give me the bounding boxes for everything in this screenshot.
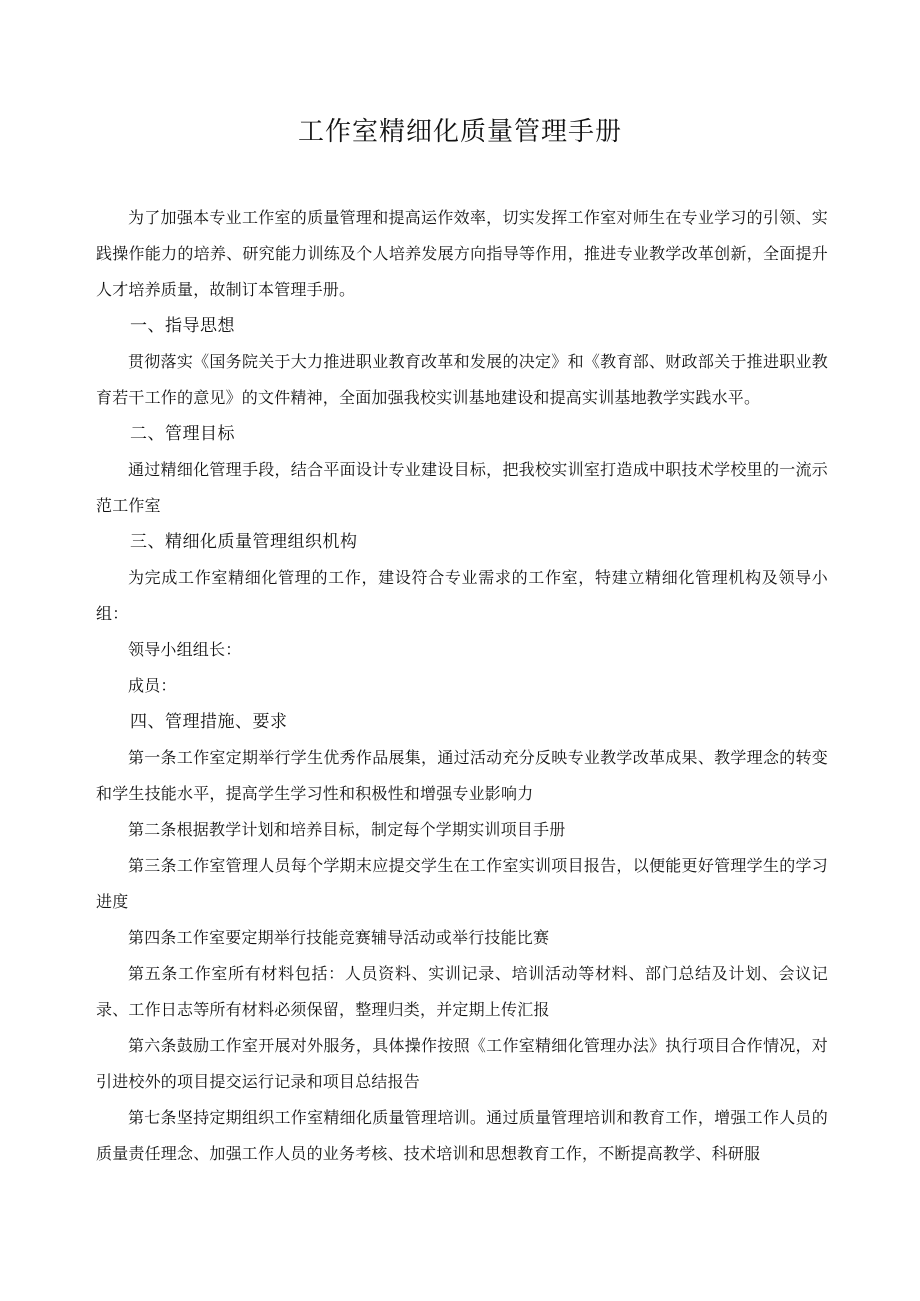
section-heading-measures: 四、管理措施、要求 (130, 712, 288, 732)
section-paragraph: 通过精细化管理手段，结合平面设计专业建设目标，把我校实训室打造成中职技术学校里的一流示范工作室 (96, 460, 828, 515)
section-heading-guiding-ideology: 一、指导思想 (130, 316, 235, 336)
section-heading-organization: 三、精细化质量管理组织机构 (130, 532, 358, 552)
section-paragraph: 为完成工作室精细化管理的工作，建设符合专业需求的工作室，特建立精细化管理机构及领导小组： (96, 568, 828, 623)
article-3: 第三条工作室管理人员每个学期末应提交学生在工作室实训项目报告，以便能更好管理学生的学习进度 (96, 856, 828, 911)
section-paragraph: 贯彻落实《国务院关于大力推进职业教育改革和发展的决定》和《教育部、财政部关于推进职业教育若干工作的意见》的文件精神，全面加强我校实训基地建设和提高实训基地教学实践水平。 (96, 352, 828, 407)
leader-line: 领导小组组长： (128, 640, 242, 659)
article-7: 第七条坚持定期组织工作室精细化质量管理培训。通过质量管理培训和教育工作，增强工作人员的质量责任理念、加强工作人员的业务考核、技术培训和思想教育工作，不断提高教学、科研服 (96, 1108, 828, 1163)
document-body (96, 200, 828, 1172)
article-2: 第二条根据教学计划和培养目标，制定每个学期实训项目手册 (128, 820, 566, 839)
article-6: 第六条鼓励工作室开展对外服务，具体操作按照《工作室精细化管理办法》执行项目合作情况，对引进校外的项目提交运行记录和项目总结报告 (96, 1036, 828, 1091)
members-line: 成员： (128, 676, 177, 695)
section-heading-management-goals: 二、管理目标 (130, 424, 235, 444)
article-4: 第四条工作室要定期举行技能竞赛辅导活动或举行技能比赛 (128, 928, 550, 947)
article-1: 第一条工作室定期举行学生优秀作品展集，通过活动充分反映专业教学改革成果、教学理念的转变和学生技能水平，提高学生学习性和积极性和增强专业影响力 (96, 748, 828, 803)
document-title: 工作室精细化质量管理手册 (297, 117, 622, 147)
intro-paragraph: 为了加强本专业工作室的质量管理和提高运作效率，切实发挥工作室对师生在专业学习的引领、实践操作能力的培养、研究能力训练及个人培养发展方向指导等作用，推进专业教学改革创新，全面提升人才培养质量，故制订本管理手册。 (96, 208, 828, 299)
article-5: 第五条工作室所有材料包括：人员资料、实训记录、培训活动等材料、部门总结及计划、会议记录、工作日志等所有材料必须保留，整理归类，并定期上传汇报 (96, 964, 828, 1019)
